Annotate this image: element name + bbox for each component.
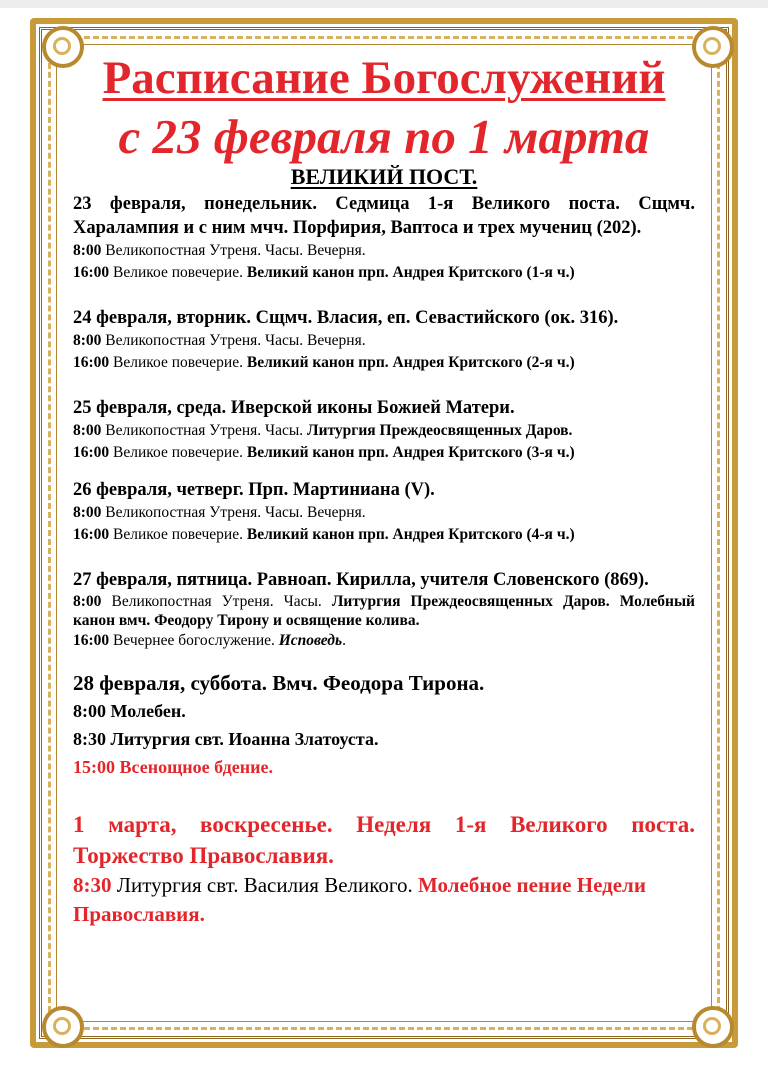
service-line: 8:30 Литургия свт. Иоанна Златоуста. bbox=[73, 729, 379, 749]
day-heading: 23 февраля, понедельник. Седмица 1-я Великого поста. Сщмч. Харалампия и с ним мчч. Порфирия, Ваптоса и трех мучениц (202). bbox=[73, 194, 695, 238]
border-knot-top-right bbox=[692, 26, 734, 68]
day-feb-27 bbox=[73, 568, 695, 652]
day-heading: 26 февраля, четверг. Прп. Мартиниана (V). bbox=[73, 480, 435, 500]
day-feb-28 bbox=[73, 670, 695, 781]
service-line: 16:00 Великое повечерие. Великий канон прп. Андрея Критского (1-я ч.) bbox=[73, 264, 575, 281]
day-feb-25 bbox=[73, 396, 695, 464]
border-knot-bottom-right bbox=[692, 1006, 734, 1048]
service-line: 16:00 Великое повечерие. Великий канон прп. Андрея Критского (3-я ч.) bbox=[73, 444, 575, 461]
day-mar-1 bbox=[73, 809, 695, 929]
day-heading: 24 февраля, вторник. Сщмч. Власия, еп. Севастийского (ок. 316). bbox=[73, 308, 619, 328]
date-range: с 23 февраля по 1 марта bbox=[118, 109, 650, 164]
day-heading: 27 февраля, пятница. Равноап. Кирилла, учителя Словенского (869). bbox=[73, 570, 649, 590]
service-line: 8:00 Великопостная Утреня. Часы. Вечерня. bbox=[73, 332, 366, 349]
service-line: 16:00 Великое повечерие. Великий канон прп. Андрея Критского (2-я ч.) bbox=[73, 354, 575, 371]
day-heading: 25 февраля, среда. Иверской иконы Божией Матери. bbox=[73, 398, 515, 418]
schedule-content bbox=[73, 52, 695, 929]
day-feb-23 bbox=[73, 192, 695, 284]
service-line: 8:00 Молебен. bbox=[73, 701, 186, 721]
page-title: Расписание Богослужений bbox=[102, 52, 666, 104]
day-feb-26 bbox=[73, 478, 695, 546]
service-line: 16:00 Вечернее богослужение. Исповедь. bbox=[73, 632, 346, 649]
top-strip bbox=[0, 0, 768, 8]
service-line: 8:00 Великопостная Утреня. Часы. Вечерня. bbox=[73, 504, 366, 521]
service-line: 16:00 Великое повечерие. Великий канон прп. Андрея Критского (4-я ч.) bbox=[73, 526, 575, 543]
day-heading: 1 марта, воскресенье. Неделя 1-я Великого поста. Торжество Православия. bbox=[73, 812, 695, 868]
service-line: 8:30 Литургия свт. Василия Великого. Молебное пение Недели Православия. bbox=[73, 873, 646, 926]
day-feb-24 bbox=[73, 306, 695, 374]
service-line: 8:00 Великопостная Утреня. Часы. Вечерня. bbox=[73, 242, 366, 259]
day-heading: 28 февраля, суббота. Вмч. Феодора Тирона. bbox=[73, 671, 485, 695]
lent-heading: ВЕЛИКИЙ ПОСТ. bbox=[290, 164, 478, 189]
service-line: 8:00 Великопостная Утреня. Часы. Литургия Преждеосвященных Даров. Молебный канон вмч. Феодору Тирону и освящение колива. bbox=[73, 593, 695, 629]
service-line: 8:00 Великопостная Утреня. Часы. Литургия Преждеосвященных Даров. bbox=[73, 422, 573, 439]
border-knot-bottom-left bbox=[42, 1006, 84, 1048]
service-line-vigil: 15:00 Всенощное бдение. bbox=[73, 757, 274, 777]
